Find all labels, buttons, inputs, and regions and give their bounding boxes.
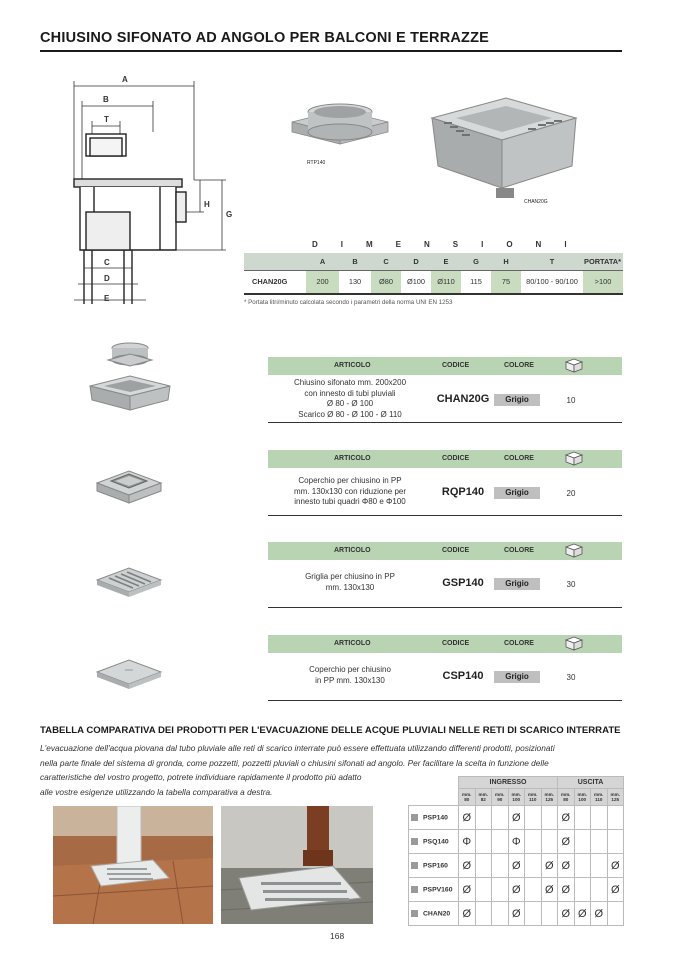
- compat-cell: [607, 830, 624, 854]
- size-col-out_cols-0: [558, 789, 575, 806]
- size-unit: mm.: [528, 791, 538, 797]
- dimensions-heading: DIMENSIONI: [312, 240, 590, 249]
- title-rule: [40, 50, 622, 52]
- col-colore: COLORE: [504, 547, 534, 554]
- article-description: Coperchio per chiusino in PP mm. 130x130: [309, 665, 391, 685]
- col-codice: CODICE: [442, 640, 470, 647]
- dim-col-h: H: [491, 253, 521, 270]
- dim-col-portata: PORTATA*: [583, 253, 623, 270]
- installation-photo-1: [53, 806, 213, 924]
- dim-label-t: T: [104, 115, 109, 124]
- dim-label-d: D: [104, 274, 110, 283]
- comparison-text-line: caratteristiche del vostro progetto, potrete individuare rapidamente il prodotto più adatto: [40, 772, 362, 782]
- compat-cell: Ø: [459, 902, 476, 926]
- comparison-row: [409, 902, 624, 926]
- dim-label-b: B: [103, 95, 109, 104]
- compat-cell: Ø: [558, 902, 575, 926]
- compat-cell: [591, 806, 608, 830]
- dim-val-g: 115: [461, 270, 491, 294]
- col-codice: CODICE: [442, 362, 470, 369]
- size-unit: mm.: [544, 791, 554, 797]
- chan20g-caption: CHAN20G: [524, 199, 548, 205]
- compat-cell: Ø: [508, 806, 525, 830]
- size-value: 125: [545, 797, 554, 802]
- article-code: CSP140: [442, 670, 484, 682]
- dim-label-g: G: [226, 210, 233, 219]
- col-colore: COLORE: [504, 362, 534, 369]
- page-title: CHIUSINO SIFONATO AD ANGOLO PER BALCONI E TERRAZZE: [40, 30, 490, 46]
- article-code: RQP140: [441, 486, 485, 498]
- gsp140-render: [95, 562, 163, 602]
- product-code: PSP160: [423, 862, 448, 870]
- article-code: CHAN20G: [436, 393, 490, 405]
- dim-col-a: A: [306, 253, 339, 270]
- article-qty: 10: [566, 396, 576, 405]
- dim-col-e: E: [431, 253, 461, 270]
- product-code: PSP140: [423, 814, 448, 822]
- compat-cell: [475, 854, 492, 878]
- dimensions-footnote: * Portata litri/minuto calcolata secondo i parametri della norma UNI EN 1253: [244, 299, 453, 306]
- article-row: [268, 375, 622, 423]
- compat-cell: [541, 830, 558, 854]
- article-header: [268, 542, 622, 560]
- compat-cell: [475, 902, 492, 926]
- comparison-text-line: nella parte finale del sistema di gronda, come pozzetti, pozzetti pluviali o chiusini sifonati ad angolo. Per facilitare la scelta in funzione delle: [40, 757, 549, 768]
- compat-cell: [591, 830, 608, 854]
- article-color: Grigio: [494, 578, 540, 590]
- bullet-square-icon: [411, 910, 418, 917]
- size-unit: mm.: [561, 791, 571, 797]
- compat-cell: Ø: [574, 902, 591, 926]
- size-col-out_cols-2: [591, 789, 608, 806]
- product-label: [409, 902, 459, 926]
- article-description: Chiusino sifonato mm. 200x200 con innesto di tubi pluviali Ø 80 - Ø 100 Scarico Ø 80 - Ø 100 - Ø 110: [293, 378, 407, 419]
- bullet-square-icon: [411, 862, 418, 869]
- compat-cell: Ø: [607, 878, 624, 902]
- compat-cell: Φ: [508, 830, 525, 854]
- article-color: Grigio: [494, 671, 540, 683]
- compat-cell: [574, 806, 591, 830]
- dim-val-c: Ø80: [371, 270, 401, 294]
- product-code: PSPV160: [423, 886, 453, 894]
- article-code: GSP140: [442, 577, 484, 589]
- size-value: 125: [611, 797, 620, 802]
- product-label: [409, 830, 459, 854]
- product-label: [409, 854, 459, 878]
- cross-section-svg: [60, 72, 240, 312]
- compat-cell: Ø: [558, 878, 575, 902]
- rqp140-render: [95, 463, 163, 511]
- compat-cell: [525, 878, 542, 902]
- size-col-out_cols-3: [607, 789, 624, 806]
- product-code: CHAN20: [423, 910, 451, 918]
- article-color: Grigio: [494, 487, 540, 499]
- dim-label-c: C: [104, 258, 110, 267]
- rtp140-render: [290, 100, 390, 170]
- chan20g-assembly-render: [88, 340, 172, 414]
- compat-cell: [607, 902, 624, 926]
- col-codice: CODICE: [442, 455, 470, 462]
- article-qty: 30: [566, 673, 576, 682]
- group-ingresso: INGRESSO: [459, 777, 558, 789]
- compat-cell: Ø: [541, 878, 558, 902]
- comparison-row: [409, 830, 624, 854]
- article-rqp140: [268, 450, 622, 516]
- col-colore: COLORE: [504, 640, 534, 647]
- compat-cell: Ø: [607, 854, 624, 878]
- product-label: [409, 806, 459, 830]
- compat-cell: [475, 830, 492, 854]
- article-gsp140: [268, 542, 622, 608]
- compat-cell: [591, 878, 608, 902]
- compat-cell: Ø: [459, 806, 476, 830]
- dim-col-d: D: [401, 253, 431, 270]
- size-value: 100: [578, 797, 587, 802]
- technical-drawing: [60, 72, 240, 312]
- dim-val-e: Ø110: [431, 270, 461, 294]
- package-box-icon: [564, 451, 584, 466]
- size-value: 80: [464, 797, 470, 802]
- dim-val-b: 130: [339, 270, 371, 294]
- size-unit: mm.: [577, 791, 587, 797]
- article-row: [268, 653, 622, 701]
- article-qty: 30: [566, 580, 576, 589]
- article-description: Coperchio per chiusino in PP mm. 130x130 con riduzione per innesto tubi quadri Φ80 e Φ100: [293, 476, 407, 506]
- size-value: 100: [512, 797, 521, 802]
- compat-cell: [492, 830, 509, 854]
- article-description: Griglia per chiusino in PP mm. 130x130: [305, 572, 395, 592]
- compat-cell: Ø: [591, 902, 608, 926]
- dim-val-portata: >100: [583, 270, 623, 294]
- article-chan20g: [268, 357, 622, 423]
- dim-col-g: G: [461, 253, 491, 270]
- dim-row-code: CHAN20G: [244, 270, 306, 294]
- size-unit: mm.: [495, 791, 505, 797]
- dim-label-e: E: [104, 294, 110, 303]
- size-value: 90: [497, 797, 503, 802]
- compat-cell: Ø: [459, 854, 476, 878]
- compat-cell: Ø: [558, 830, 575, 854]
- col-articolo: ARTICOLO: [334, 547, 371, 554]
- comparison-row: [409, 854, 624, 878]
- compat-cell: Ø: [558, 854, 575, 878]
- chan20g-render: [428, 90, 580, 200]
- compat-cell: Ø: [459, 878, 476, 902]
- package-box-icon: [564, 636, 584, 651]
- compat-cell: [492, 854, 509, 878]
- article-qty: 20: [566, 489, 576, 498]
- size-col-in_cols-3: [508, 789, 525, 806]
- dim-col-b: B: [339, 253, 371, 270]
- compat-cell: [525, 806, 542, 830]
- size-value: 110: [595, 797, 603, 802]
- package-box-icon: [564, 358, 584, 373]
- col-articolo: ARTICOLO: [334, 640, 371, 647]
- dim-col-c: C: [371, 253, 401, 270]
- comparison-title: TABELLA COMPARATIVA DEI PRODOTTI PER L'EVACUAZIONE DELLE ACQUE PLUVIALI NELLE RETI DI SCARICO INTERRATE: [40, 725, 621, 736]
- size-col-in_cols-1: [475, 789, 492, 806]
- dim-col-t: T: [521, 253, 583, 270]
- group-uscita: USCITA: [558, 777, 624, 789]
- compat-cell: [492, 878, 509, 902]
- compat-cell: Ø: [508, 854, 525, 878]
- compat-cell: [541, 806, 558, 830]
- compat-cell: [475, 806, 492, 830]
- dim-val-a: 200: [306, 270, 339, 294]
- article-row: [268, 468, 622, 516]
- compat-cell: Ø: [508, 902, 525, 926]
- size-unit: mm.: [462, 791, 472, 797]
- compat-cell: [541, 902, 558, 926]
- rtp140-caption: RTP140: [307, 160, 326, 166]
- compat-cell: [574, 854, 591, 878]
- comparison-text-line: L'evacuazione dell'acqua piovana dal tubo pluviale alle reti di scarico interrate può essere effettuata utilizzando differenti prodotti, posizionati: [40, 743, 555, 753]
- package-box-icon: [564, 543, 584, 558]
- compat-cell: [475, 878, 492, 902]
- size-col-in_cols-0: [459, 789, 476, 806]
- dim-label-h: H: [204, 200, 210, 209]
- size-col-in_cols-4: [525, 789, 542, 806]
- comparison-text-line: alle vostre esigenze utilizzando la tabella comparativa a destra.: [40, 786, 273, 797]
- size-col-out_cols-1: [574, 789, 591, 806]
- compat-cell: [574, 830, 591, 854]
- dim-label-a: A: [122, 75, 128, 84]
- bullet-square-icon: [411, 814, 418, 821]
- comparison-row: [409, 806, 624, 830]
- compat-cell: Ø: [541, 854, 558, 878]
- col-articolo: ARTICOLO: [334, 455, 371, 462]
- compat-cell: Ø: [558, 806, 575, 830]
- size-value: 110: [529, 797, 537, 802]
- dim-val-t: 80/100 - 90/100: [521, 270, 583, 294]
- size-unit: mm.: [610, 791, 620, 797]
- size-col-in_cols-2: [492, 789, 509, 806]
- compat-cell: [591, 854, 608, 878]
- comparison-row: [409, 878, 624, 902]
- article-header: [268, 635, 622, 653]
- size-value: 80: [563, 797, 569, 802]
- page-number: 168: [330, 931, 345, 941]
- bullet-square-icon: [411, 838, 418, 845]
- installation-photo-2: [221, 806, 373, 924]
- compat-cell: Ø: [508, 878, 525, 902]
- article-row: [268, 560, 622, 608]
- dim-val-d: Ø100: [401, 270, 431, 294]
- compat-cell: [525, 830, 542, 854]
- compat-cell: [574, 878, 591, 902]
- csp140-render: [95, 654, 163, 694]
- article-header: [268, 450, 622, 468]
- compat-cell: Φ: [459, 830, 476, 854]
- size-unit: mm.: [511, 791, 521, 797]
- size-value: 82: [480, 797, 486, 802]
- dim-val-h: 75: [491, 270, 521, 294]
- col-codice: CODICE: [442, 547, 470, 554]
- size-unit: mm.: [594, 791, 604, 797]
- size-col-in_cols-5: [541, 789, 558, 806]
- size-unit: mm.: [478, 791, 488, 797]
- article-color: Grigio: [494, 394, 540, 406]
- col-articolo: ARTICOLO: [334, 362, 371, 369]
- compat-cell: [525, 854, 542, 878]
- product-label: [409, 878, 459, 902]
- compat-cell: [525, 902, 542, 926]
- dimensions-table: [244, 253, 623, 295]
- compat-cell: [492, 806, 509, 830]
- bullet-square-icon: [411, 886, 418, 893]
- comparison-table: [408, 776, 624, 926]
- col-colore: COLORE: [504, 455, 534, 462]
- product-code: PSQ140: [423, 838, 449, 846]
- article-header: [268, 357, 622, 375]
- article-csp140: [268, 635, 622, 701]
- compat-cell: [607, 806, 624, 830]
- compat-cell: [492, 902, 509, 926]
